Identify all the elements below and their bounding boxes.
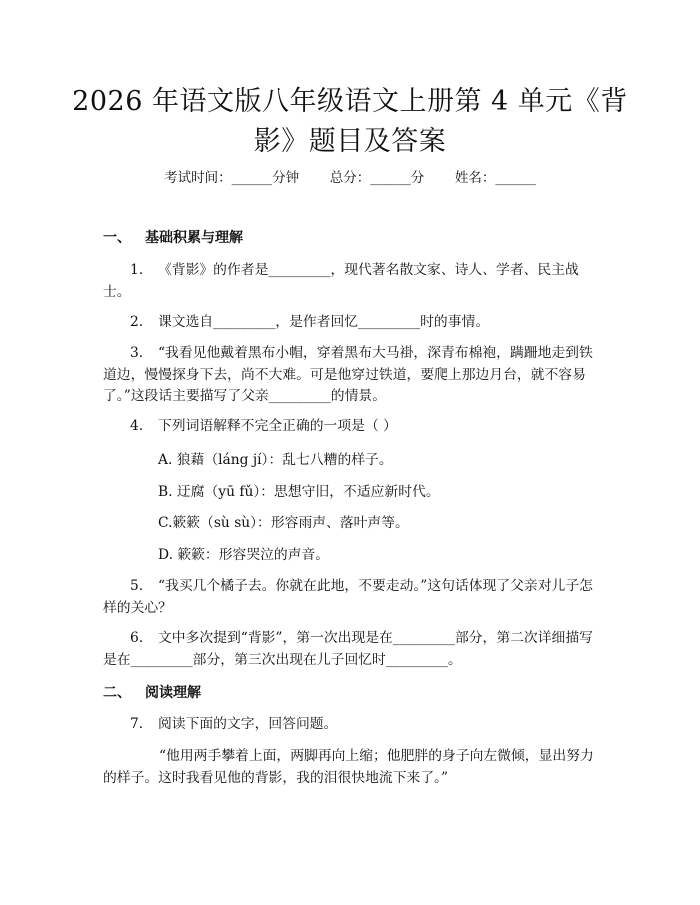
section-title: 基础积累与理解 bbox=[145, 230, 243, 246]
question-number: 6. bbox=[130, 630, 144, 646]
question-text: “我看见他戴着黑布小帽，穿着黑布大马褂，深青布棉袍，蹒跚地走到铁道边，慢慢探身下去，尚不大难。可是他穿过铁道，要爬上那边月台，就不容易了。”这段话主要描写了父亲_________的情景。 bbox=[103, 345, 593, 404]
question-text: 《背影》的作者是_________，现代著名散文家、诗人、学者、民主战士。 bbox=[103, 262, 579, 300]
question-number: 3. bbox=[130, 345, 144, 361]
question-number: 1. bbox=[130, 262, 144, 278]
question-text: 文中多次提到“背影”，第一次出现是在_________部分，第二次详细描写是在_________部分，第三次出现在儿子回忆时_________。 bbox=[103, 630, 593, 668]
exam-score-field: 总分：______分 bbox=[329, 170, 425, 186]
section-label: 二、 bbox=[103, 685, 131, 701]
question-3 bbox=[103, 343, 603, 408]
option-d: D. 簌簌：形容哭泣的声音。 bbox=[158, 547, 330, 563]
question-text: 阅读下面的文字，回答问题。 bbox=[158, 716, 338, 732]
title-line-1: 2026 年语文版八年级语文上册第 4 单元《背 bbox=[72, 86, 628, 117]
exam-info-row bbox=[0, 168, 700, 188]
question-number: 7. bbox=[130, 716, 144, 732]
question-4 bbox=[103, 416, 603, 438]
exam-time-field: 考试时间：______分钟 bbox=[164, 170, 300, 186]
question-number: 4. bbox=[130, 418, 144, 434]
section-heading-1 bbox=[103, 228, 243, 248]
question-text: 下列词语解释不完全正确的一项是（ ） bbox=[158, 418, 397, 434]
exam-name-field: 姓名：______ bbox=[454, 170, 536, 186]
option-b: B. 迂腐（yū fǔ）：思想守旧，不适应新时代。 bbox=[158, 484, 440, 500]
question-text: 课文选自_________，是作者回忆_________时的事情。 bbox=[158, 314, 490, 330]
question-text: “我买几个橘子去。你就在此地，不要走动。”这句话体现了父亲对儿子怎样的关心？ bbox=[103, 578, 593, 616]
page-title bbox=[60, 82, 640, 162]
option-c: C.簌簌（sù sù）：形容雨声、落叶声等。 bbox=[158, 515, 409, 531]
question-7 bbox=[103, 714, 603, 736]
question-number: 5. bbox=[130, 578, 144, 594]
option-a: A. 狼藉（láng jí）：乱七八糟的样子。 bbox=[158, 452, 393, 468]
section-label: 一、 bbox=[103, 230, 131, 246]
section-title: 阅读理解 bbox=[145, 685, 201, 701]
reading-passage: “他用两手攀着上面，两脚再向上缩；他肥胖的身子向左微倾，显出努力的样子。这时我看见他的背影，我的泪很快地流下来了。” bbox=[103, 748, 594, 786]
question-number: 2. bbox=[130, 314, 144, 330]
section-heading-2 bbox=[103, 683, 201, 703]
title-line-2: 影》题目及答案 bbox=[253, 126, 447, 157]
question-1 bbox=[103, 260, 603, 303]
question-2 bbox=[103, 312, 603, 334]
question-5 bbox=[103, 576, 603, 619]
question-6 bbox=[103, 628, 603, 671]
